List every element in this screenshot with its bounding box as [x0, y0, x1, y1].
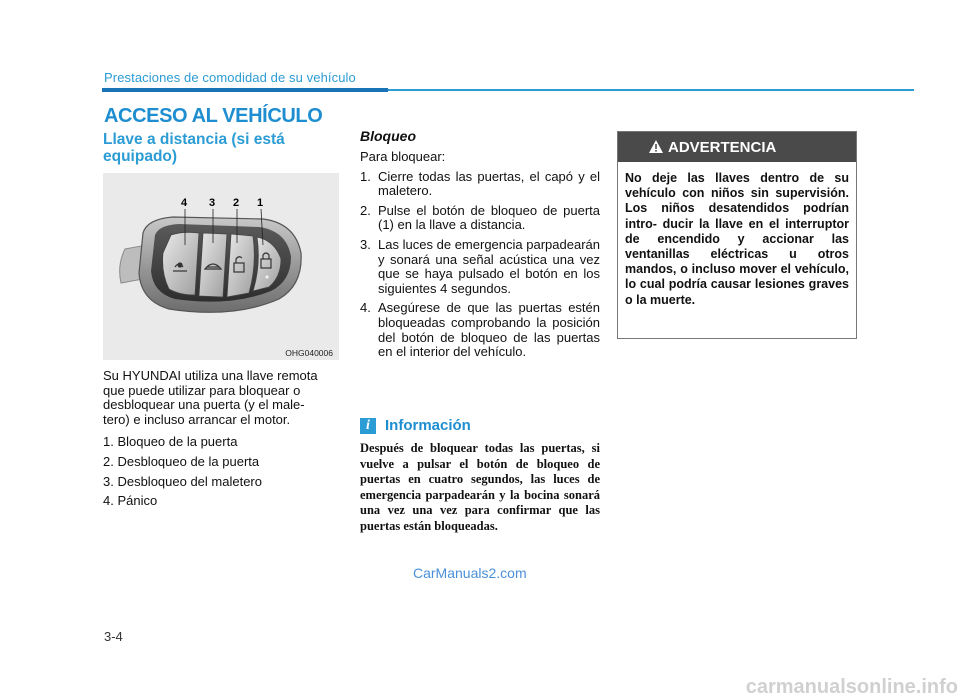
step-item: 4. Asegúrese de que las puertas estén bloqueadas comprobando la posición del botón de bloqueo de las puertas en el interior del vehículo.	[360, 300, 600, 360]
warning-box	[617, 131, 857, 339]
step-item: 2. Pulse el botón de bloqueo de puerta (1) en la llave a distancia.	[360, 202, 600, 233]
bloqueo-heading: Bloqueo	[360, 128, 416, 144]
remote-key-figure	[103, 173, 339, 360]
header-rule-accent	[102, 88, 388, 92]
intro-paragraph	[103, 369, 343, 427]
paragraph-line: tero) e incluso arrancar el motor.	[103, 411, 291, 427]
warning-text: No deje las llaves dentro de su vehículo con niños sin supervisión. Los niños desatendidos podrían intro- ducir la llave en el interruptor de encendido y accionar las ventanillas eléctricas u otros mandos, o incluso mover el vehículo, lo cual podría causar lesiones graves o la muerte.	[625, 171, 849, 307]
step-item: 3. Las luces de emergencia parpadearán y sonará una señal acústica una vez que se haya pulsado el botón en los siguientes 4 segundos.	[360, 236, 600, 296]
warning-triangle-icon	[648, 139, 664, 154]
button-number-1: 1	[257, 197, 264, 209]
info-title: Información	[385, 417, 471, 434]
button-number-4: 4	[181, 197, 188, 209]
running-header: Prestaciones de comodidad de su vehículo	[104, 70, 356, 85]
paragraph-line: desbloquear una puerta (y el male-	[103, 397, 305, 412]
step-item: 1. Cierre todas las puertas, el capó y el maletero.	[360, 168, 600, 199]
figure-code: OHG040006	[285, 348, 333, 358]
lock-steps	[360, 150, 600, 365]
button-list-item-1: 1. Bloqueo de la puerta	[103, 434, 238, 449]
steps-intro: Para bloquear:	[360, 149, 446, 164]
warning-title: ADVERTENCIA	[668, 139, 777, 156]
paragraph-line: que puede utilizar para bloquear o	[103, 382, 301, 398]
warning-header	[618, 132, 856, 162]
section-title: ACCESO AL VEHÍCULO	[104, 105, 323, 127]
watermark-footer: carmanualsonline.info	[745, 676, 958, 698]
page-number: 3-4	[104, 629, 123, 644]
button-list-item-4: 4. Pánico	[103, 493, 158, 508]
button-list-item-2: 2. Desbloqueo de la puerta	[103, 454, 260, 469]
info-text: Después de bloquear todas las puertas, si vuelve a pulsar el botón de bloqueo de puertas en cuatro segundos, las luces de emergencia parpadearán y la bocina sonará una vez una vez para confirmar que las puertas están bloqueadas.	[360, 441, 600, 533]
info-icon: i	[360, 418, 376, 434]
subsection-title: Llave a distancia (si está equipado)	[103, 131, 285, 165]
button-list-item-3: 3. Desbloqueo del maletero	[103, 474, 262, 489]
watermark-link[interactable]: CarManuals2.com	[413, 565, 527, 581]
remote-key-illustration	[103, 173, 339, 360]
button-number-3: 3	[209, 197, 216, 209]
button-number-2: 2	[233, 197, 240, 209]
paragraph-line: Su HYUNDAI utiliza una llave remota	[103, 368, 318, 383]
